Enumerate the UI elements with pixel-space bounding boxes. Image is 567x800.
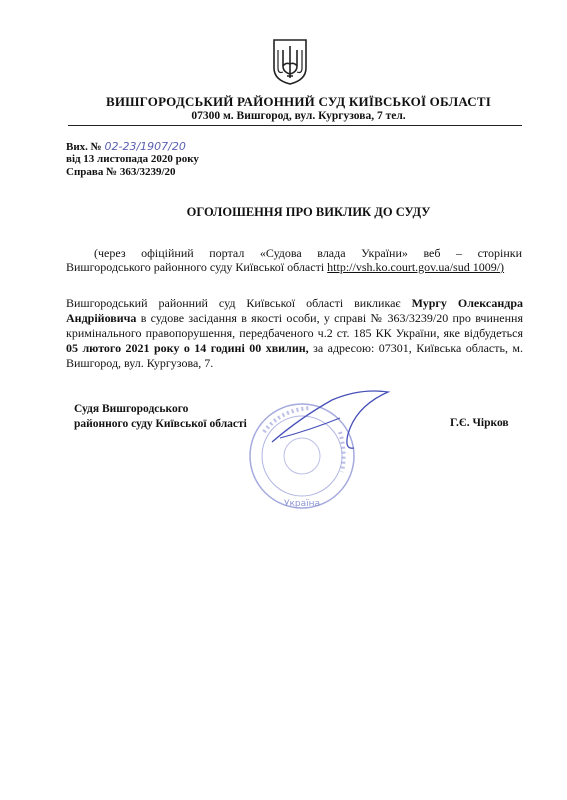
ref-date: від 13 листопада 2020 року — [66, 153, 199, 165]
coat-of-arms-icon — [272, 38, 308, 86]
summons-part3: за адресою: 07301, Київська область, м. Вишгород, вул. Кургузова, 7. — [66, 341, 523, 370]
ref-label: Вих. № — [66, 141, 102, 153]
header-divider — [68, 125, 522, 126]
summons-part1: Вишгородський районний суд Київської області викликає — [66, 296, 412, 310]
portal-note — [66, 246, 522, 274]
portal-note-line2 — [66, 260, 522, 274]
portal-note-line1: (через офіційний портал «Судова влада України» веб – сторінки — [94, 246, 522, 260]
court-address: 07300 м. Вишгород, вул. Кургузова, 7 тел. — [191, 110, 406, 122]
hearing-datetime: 05 лютого 2021 року о 14 годині 00 хвилин, — [66, 341, 309, 355]
judge-signature-icon — [270, 388, 400, 458]
court-name: ВИШГОРОДСЬКИЙ РАЙОННИЙ СУД КИЇВСЬКОЇ ОБЛАСТІ — [105, 94, 491, 109]
summons-part2: в судове засідання в якості особи, у справі № 363/3239/20 про вчинення кримінального правопорушення, передбаченого ч.2 ст. 185 КК України, яке відбудеться — [66, 311, 523, 340]
portal-note-prefix: Вишгородського районного суду Київської області — [66, 260, 328, 274]
summoned-person: Мургу Олександра Андрійовича — [66, 296, 523, 325]
document-title: ОГОЛОШЕННЯ ПРО ВИКЛИК ДО СУДУ — [186, 205, 431, 219]
judge-name: Г.Є. Чірков — [450, 417, 509, 429]
judge-title-line2: районного суду Київської області — [74, 418, 247, 430]
ref-number: 02-23/1907/20 — [104, 140, 186, 153]
stamp-text: Україна — [284, 499, 321, 509]
judge-title-line1: Судя Вишгородського — [74, 403, 189, 415]
judge-title — [74, 402, 247, 432]
case-number: Справа № 363/3239/20 — [66, 166, 176, 178]
court-website-link[interactable]: http://vsh.ko.court.gov.ua/sud 1009/) — [327, 260, 505, 274]
summons-paragraph — [66, 296, 523, 371]
outgoing-ref — [66, 140, 186, 154]
